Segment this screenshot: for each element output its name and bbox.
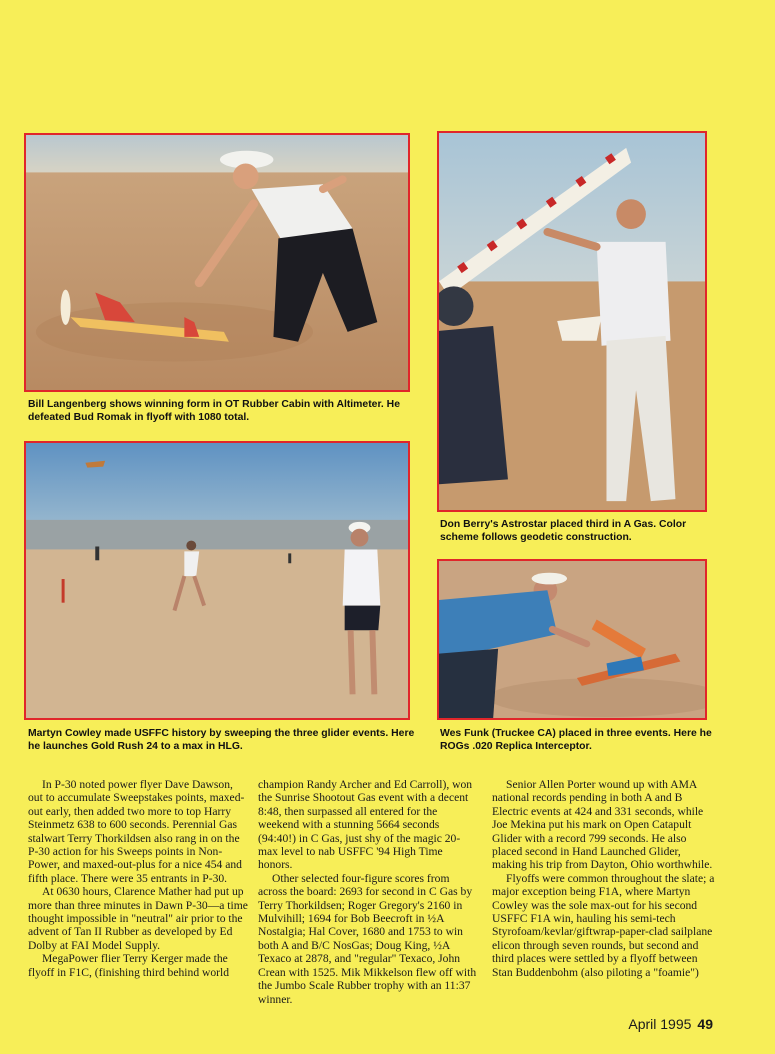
page-footer — [628, 1016, 713, 1032]
photo-langenberg — [24, 133, 410, 392]
caption-funk: Wes Funk (Truckee CA) placed in three events. Here he ROGs .020 Replica Interceptor. — [440, 728, 712, 752]
paragraph: Other selected four-figure scores from across the board: 2693 for second in C Gas by Terry Thorkildsen; Roger Gregory's 2160 in Mulvihill; 1694 for Bob Beecroft in ½A Nostalgia; Hal Cover, 1680 and 1753 to win both A and B/C NosGas; Doug King, ½A Texaco at 2878, and "regular" Texaco, John Crean with 1525. Mik Mikkelson flew off with the Jumbo Scale Rubber trophy with an 11:37 winner. — [258, 871, 477, 1006]
paragraph: At 0630 hours, Clarence Mather had put up more than three minutes in Dawn P-30—a time thought impossible in "neutral" air prior to the advent of Tan II Rubber as developed by Ed Dolby at FAI Model Supply. — [28, 885, 248, 952]
photo-berry — [437, 131, 707, 512]
article-column-3 — [492, 778, 717, 979]
article-column-2 — [258, 778, 480, 1006]
paragraph: In P-30 noted power flyer Dave Dawson, out to accumulate Sweepstakes points, maxed-out early, then added two more to top Harry Steinmetz 638 to 600 seconds. Perennial Gas stalwart Terry Thorkildsen also rang in on the P-30 action for his Sweeps points in Non-Power, and maxed-out-plus for a nice 454 and fifth place. There were 35 entrants in P-30. — [28, 778, 245, 885]
photo-funk — [437, 559, 707, 720]
paragraph: Flyoffs were common throughout the slate; a major exception being F1A, where Martyn Cowley was the sole max-out for his second USFFC F1A win, hauling his semi-tech Styrofoam/kevlar/giftwrap-paper-clad sailplane elicon through seven rounds, but second and third places were settled by a flyoff between Stan Buddenbohm (also piloting a "foamie") — [492, 871, 715, 979]
photo-cowley — [24, 441, 410, 720]
article-column-1 — [28, 778, 248, 979]
paragraph: champion Randy Archer and Ed Carroll), won the Sunrise Shootout Gas event with a decent 8:48, then surpassed all entered for the weekend with a stunning 5664 seconds (94:40!) in C Gas, just shy of the magic 20-max level to nab USFFC '94 High Time honors. — [258, 778, 473, 872]
caption-langenberg: Bill Langenberg shows winning form in OT Rubber Cabin with Altimeter. He defeated Bud Romak in flyoff with 1080 total. — [28, 399, 400, 423]
caption-berry: Don Berry's Astrostar placed third in A Gas. Color scheme follows geodetic construction. — [440, 519, 687, 543]
paragraph: Senior Allen Porter wound up with AMA national records pending in both A and B Electric events at 424 and 331 seconds, while Joe Mekina put his mark on Open Catapult Glider with a record 799 seconds. He also placed second in Hand Launched Glider, making his trip from Dayton, Ohio worthwhile. — [492, 778, 713, 872]
page-number: 49 — [697, 1016, 713, 1032]
caption-cowley: Martyn Cowley made USFFC history by sweeping the three glider events. Here he launches Gold Rush 24 to a max in HLG. — [28, 728, 415, 752]
issue-date: April 1995 — [628, 1016, 692, 1032]
paragraph: MegaPower flier Terry Kerger made the flyoff in F1C, (finishing third behind world — [28, 952, 230, 979]
